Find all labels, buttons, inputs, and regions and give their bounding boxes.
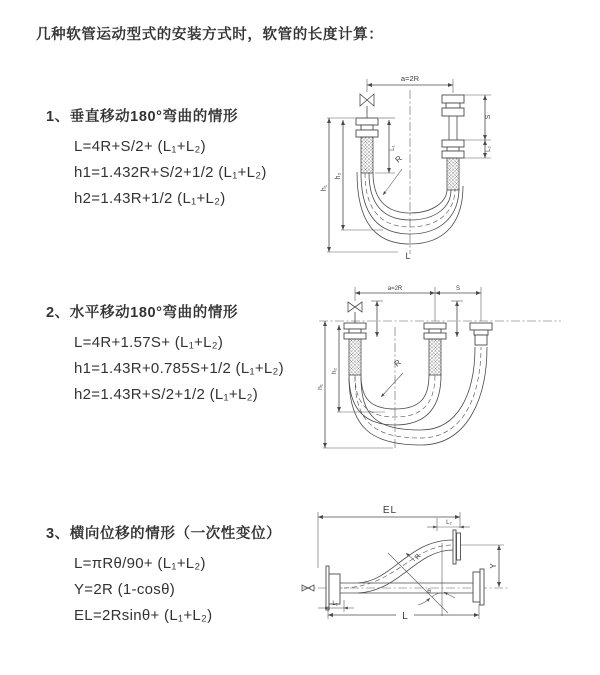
hose-fitting-left [344,323,366,375]
section-lateral-displacement [46,522,281,629]
formula-list [74,134,267,212]
dim-label-l1: L₁ [332,601,338,607]
radius-label: R [413,552,423,562]
formula-line: L=4R+S/2+ (L₁+L₂) [74,138,206,155]
dim-label-l1: L₁ [390,145,396,151]
formula-line: h1=1.43R+0.785S+1/2 (L₁+L₂) [74,360,284,377]
dim-label-a2r: a=2R [400,74,420,83]
braided-section [361,137,373,173]
hose-u-bend-displaced [349,347,487,445]
diagram-lateral-displacement [298,498,593,633]
hose-fitting-right [442,95,464,190]
hose-fitting-right [470,323,492,345]
hose-fitting-left [356,118,378,173]
length-label: L [405,251,411,261]
dim-label-el: EL [382,505,398,516]
radius-label: R [392,357,403,369]
angle-label: θ [427,588,431,595]
section-heading: 1、垂直移动180°弯曲的情形 [46,109,239,125]
formula-line: h2=1.43R+S/2+1/2 (L₁+L₂) [74,386,259,403]
formula-line: Y=2R (1-cosθ) [74,581,176,598]
formula-line: h2=1.43R+1/2 (L₁+L₂) [74,190,226,207]
dim-label-s: S [485,114,492,120]
flange-upper [453,530,461,564]
dim-label-l2: L₂ [486,146,492,152]
section-heading: 2、水平移动180°弯曲的情形 [46,305,239,321]
formula-list [74,330,284,408]
radius-label: R [393,153,404,165]
diagram-vertical-180-bend [313,68,590,266]
diagram-horizontal-180-bend [313,281,590,471]
formula-list [74,551,281,629]
formula-line: h1=1.432R+S/2+1/2 (L₁+L₂) [74,164,267,181]
braided-section [447,158,459,190]
page-title: 几种软管运动型式的安装方式时，软管的长度计算： [36,27,384,43]
angle-construction [388,543,455,616]
dim-label-l: L [402,611,408,622]
dim-label-y: Y [489,563,498,569]
section-heading: 3、横向位移的情形（一次性变位） [46,526,282,542]
hose-fitting-middle [424,323,446,375]
dim-label-h2: h₂ [331,367,338,375]
valve-icon [360,94,374,118]
dim-label-a2r: a=2R [387,286,403,292]
formula-line: L=4R+1.57S+ (L₁+L₂) [74,334,224,351]
dim-label-s: S [455,286,461,292]
dim-label-h2: h₂ [335,172,342,180]
section-horizontal-180 [46,301,284,408]
section-vertical-180 [46,105,267,212]
formula-line: EL=2Rsinθ+ (L₁+L₂) [74,607,213,624]
valve-icon [348,302,362,323]
dim-label-l2: L₂ [446,520,452,526]
flange-right [473,569,484,605]
hose-s-curve [344,540,453,593]
dim-label-h1: h₁ [317,384,324,390]
formula-line: L=πRθ/90+ (L₁+L₂) [74,555,206,572]
radius-leader-arrow [381,373,403,397]
dim-label-h1: h₁ [321,184,328,192]
